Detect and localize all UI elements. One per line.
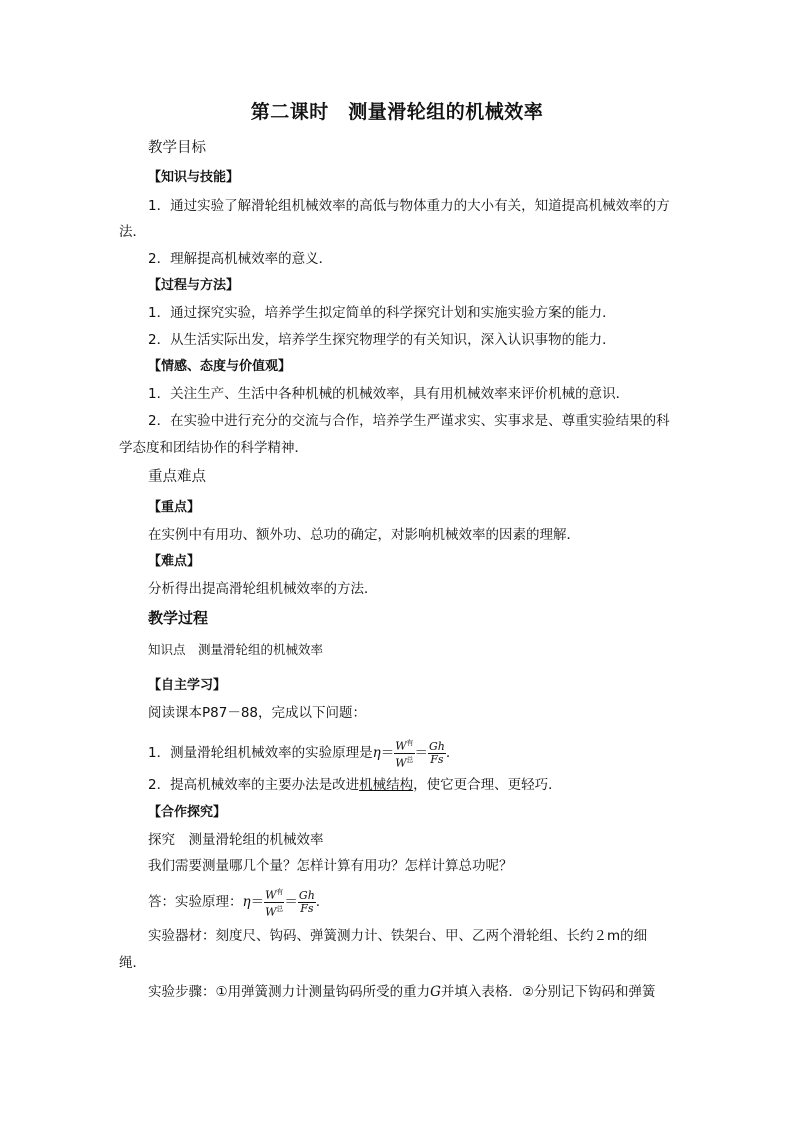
- process-item-2: 2．从生活实际出发，培养学生探究物理学的有关知识，深入认识事物的能力．: [148, 332, 616, 348]
- question-2: 2．提高机械效率的主要办法是改进机械结构，使它更合理、更轻巧．: [148, 777, 562, 793]
- steps-line-1: 实验步骤：①用弹簧测力计测量钩码所受的重力G并填入表格．②分别记下钩码和弹簧: [148, 984, 656, 1000]
- section-heading-goals: 教学目标: [148, 140, 206, 156]
- label-difficult: 【难点】: [148, 554, 201, 569]
- question-1: 1．测量滑轮组机械效率的实验原理是η＝ $\frac{W^有}{W^总}$ ＝ $\frac{Gh}{Fs}$ .: [148, 738, 451, 770]
- formula-gh-fs: $\frac{Gh}{Fs}$: [429, 739, 445, 766]
- equals-sign: ＝: [380, 745, 395, 761]
- label-cooperative-inquiry: 【合作探究】: [148, 805, 227, 820]
- knowledge-item-2: 2．理解提高机械效率的意义．: [148, 251, 333, 267]
- label-attitude-values: 【情感、态度与价值观】: [148, 359, 292, 374]
- attitude-item-2b: 学态度和团结协作的科学精神．: [119, 440, 308, 456]
- label-knowledge-skills: 【知识与技能】: [148, 170, 240, 185]
- attitude-item-2a: 2．在实验中进行充分的交流与合作，培养学生严谨求实、实事求是、尊重实验结果的科: [148, 413, 670, 429]
- formula-gh-fs-2: $\frac{Gh}{Fs}$: [298, 888, 315, 915]
- difficult-text: 分析得出提高滑轮组机械效率的方法．: [148, 581, 378, 597]
- inquiry-title: 探究 测量滑轮组的机械效率: [148, 832, 324, 848]
- key-text: 在实例中有用功、额外功、总功的确定，对影响机械效率的因素的理解．: [148, 527, 580, 543]
- section-heading-key-points: 重点难点: [148, 469, 206, 485]
- reading-instruction: 阅读课本P87－88，完成以下问题：: [148, 705, 366, 721]
- equipment-line-1: 实验器材：刻度尺、钩码、弹簧测力计、铁架台、甲、乙两个滑轮组、长约２m的细: [148, 928, 648, 944]
- eta-symbol: η: [372, 745, 381, 761]
- equipment-line-2: 绳．: [119, 955, 146, 971]
- knowledge-point-title: 知识点 测量滑轮组的机械效率: [148, 642, 324, 657]
- page-title: 第二课时 测量滑轮组的机械效率: [250, 101, 544, 123]
- process-item-1: 1．通过探究实验，培养学生拟定简单的科学探究计划和实施实验方案的能力．: [148, 305, 616, 321]
- knowledge-item-1a: 1．通过实验了解滑轮组机械效率的高低与物体重力的大小有关，知道提高机械效率的方: [148, 198, 670, 214]
- question-1-text: 1．测量滑轮组机械效率的实验原理是: [148, 745, 373, 761]
- answer-principle: 答：实验原理：η＝ $\frac{W^有}{W^总}$ ＝ $\frac{Gh}{Fs}$ .: [148, 887, 321, 919]
- inquiry-question: 我们需要测量哪几个量？怎样计算有用功？怎样计算总功呢？: [148, 858, 513, 874]
- section-heading-process: 教学过程: [148, 609, 209, 627]
- formula-work-ratio: $\frac{W^有}{W^总}$: [395, 738, 414, 770]
- label-process-methods: 【过程与方法】: [148, 278, 240, 293]
- formula-work-ratio-2: $\frac{W^有}{W^总}$: [265, 887, 284, 919]
- label-key: 【重点】: [148, 500, 201, 515]
- answer-mechanism-structure: 机械结构: [359, 777, 414, 793]
- knowledge-item-1b: 法．: [119, 224, 146, 240]
- label-self-study: 【自主学习】: [148, 678, 227, 693]
- attitude-item-1: 1．关注生产、生活中各种机械的机械效率，具有用机械效率来评价机械的意识．: [148, 386, 630, 402]
